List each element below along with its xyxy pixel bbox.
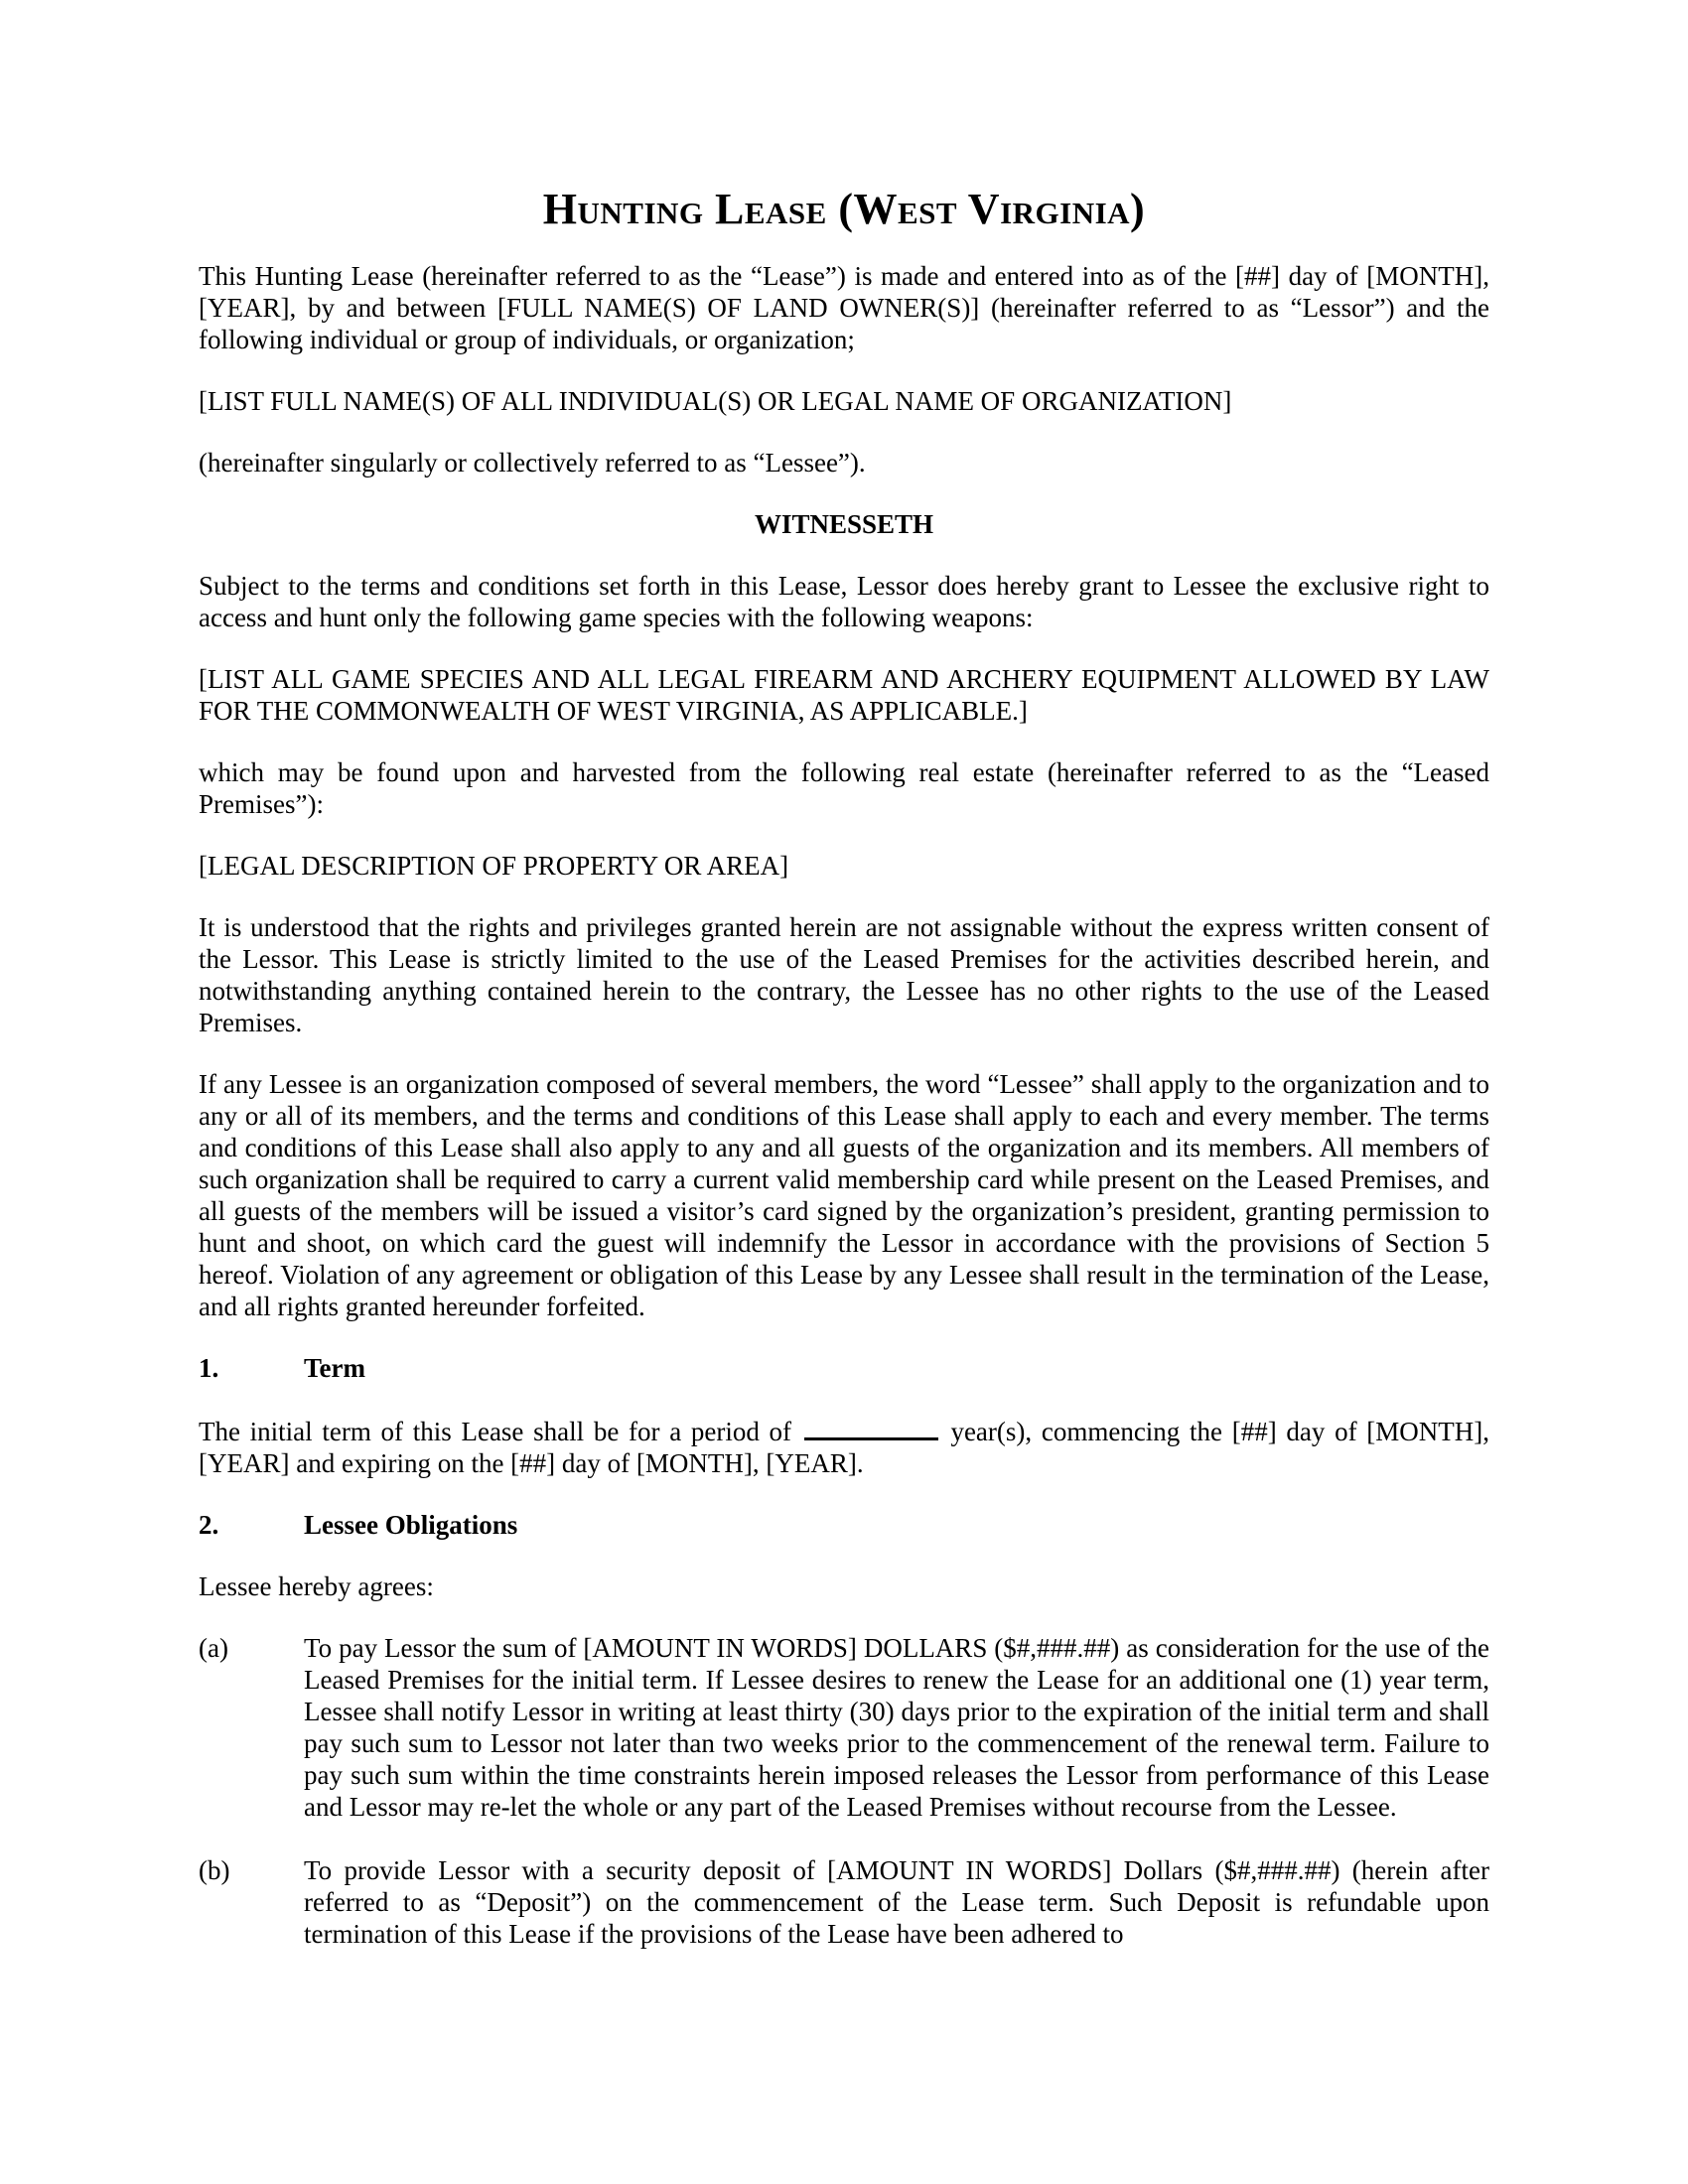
names-placeholder-paragraph: [LIST FULL NAME(S) OF ALL INDIVIDUAL(S) OR LEGAL NAME OF ORGANIZATION] xyxy=(199,386,1232,416)
section-1-heading xyxy=(199,1352,1489,1384)
term-paragraph xyxy=(199,1414,1489,1479)
grant-clause-paragraph: Subject to the terms and conditions set forth in this Lease, Lessor does hereby grant to Lessee the exclusive right to access and hunt only the following game species with the following weapons: xyxy=(199,571,1489,632)
obligation-item-a xyxy=(199,1632,1489,1823)
section-1-number: 1. xyxy=(199,1353,219,1383)
term-text-before-blank: The initial term of this Lease shall be for a period of xyxy=(199,1417,792,1446)
section-1-title: Term xyxy=(304,1353,365,1383)
premises-clause-paragraph: which may be found upon and harvested from the following real estate (hereinafter referred to as the “Leased Premises”): xyxy=(199,757,1489,819)
rights-clause-paragraph: It is understood that the rights and privileges granted herein are not assignable without the express written consent of the Lessor. This Lease is strictly limited to the use of the Leased Premises for the activities described herein, and notwithstanding anything contained herein to the contrary, the Lessee has no other rights to the use of the Leased Premises. xyxy=(199,912,1489,1037)
obligation-item-b xyxy=(199,1854,1489,1950)
legal-description-placeholder-paragraph: [LEGAL DESCRIPTION OF PROPERTY OR AREA] xyxy=(199,851,789,881)
section-2-number: 2. xyxy=(199,1510,219,1540)
term-fill-in-blank xyxy=(804,1414,938,1440)
preamble-paragraph: This Hunting Lease (hereinafter referred to as the “Lease”) is made and entered into as of the [##] day of [MONTH], [YEAR], by and between [FULL NAME(S) OF LAND OWNER(S)] (hereinafter referred to as “Lessor”) and the following individual or group of individuals, or organization; xyxy=(199,261,1489,354)
term-text-after-blank: year(s), commencing the [##] day of [MONTH], [YEAR] and expiring on the [##] day of [MONTH], [YEAR]. xyxy=(199,1417,1489,1478)
organization-clause-paragraph: If any Lessee is an organization composed of several members, the word “Lessee” shall apply to the organization and to any or all of its members, and the terms and conditions of this Lease shall apply to each and every member. The terms and conditions of this Lease shall also apply to any and all guests of the organization and its members. All members of such organization shall be required to carry a current valid membership card while present on the Leased Premises, and all guests of the members will be issued a visitor’s card signed by the organization’s president, granting permission to hunt and shoot, on which card the guest will indemnify the Lessor in accordance with the provisions of Section 5 hereof. Violation of any agreement or obligation of this Lease by any Lessee shall result in the termination of the Lease, and all rights granted hereunder forfeited. xyxy=(199,1069,1489,1321)
species-placeholder-paragraph: [LIST ALL GAME SPECIES AND ALL LEGAL FIREARM AND ARCHERY EQUIPMENT ALLOWED BY LAW FOR THE COMMONWEALTH OF WEST VIRGINIA, AS APPLICABLE.] xyxy=(199,664,1489,726)
section-2-title: Lessee Obligations xyxy=(304,1510,518,1540)
lessee-agrees-lead-in: Lessee hereby agrees: xyxy=(199,1571,434,1601)
witnesseth-heading: WITNESSETH xyxy=(754,509,934,539)
obligation-item-b-text: To provide Lessor with a security deposit of [AMOUNT IN WORDS] Dollars ($#,###.##) (herein after referred to as “Deposit”) on the commencement of the Lease term. Such Deposit is refundable upon termination of this Lease if the provisions of the Lease have been adhered to xyxy=(304,1855,1489,1949)
obligation-item-a-text: To pay Lessor the sum of [AMOUNT IN WORDS] DOLLARS ($#,###.##) as consideration for the use of the Leased Premises for the initial term. If Lessee desires to renew the Lease for an additional one (1) year term, Lessee shall notify Lessor in writing at least thirty (30) days prior to the expiration of the initial term and shall pay such sum to Lessor not later than two weeks prior to the commencement of the renewal term. Failure to pay such sum within the time constraints herein imposed releases the Lessor from performance of this Lease and Lessor may re-let the whole or any part of the Leased Premises without recourse from the Lessee. xyxy=(304,1633,1489,1822)
section-2-heading xyxy=(199,1509,1489,1541)
obligation-item-b-marker: (b) xyxy=(199,1855,230,1885)
lessee-reference-paragraph: (hereinafter singularly or collectively referred to as “Lessee”). xyxy=(199,448,866,478)
document-title: Hunting Lease (West Virginia) xyxy=(542,185,1146,233)
obligation-item-a-marker: (a) xyxy=(199,1633,228,1663)
